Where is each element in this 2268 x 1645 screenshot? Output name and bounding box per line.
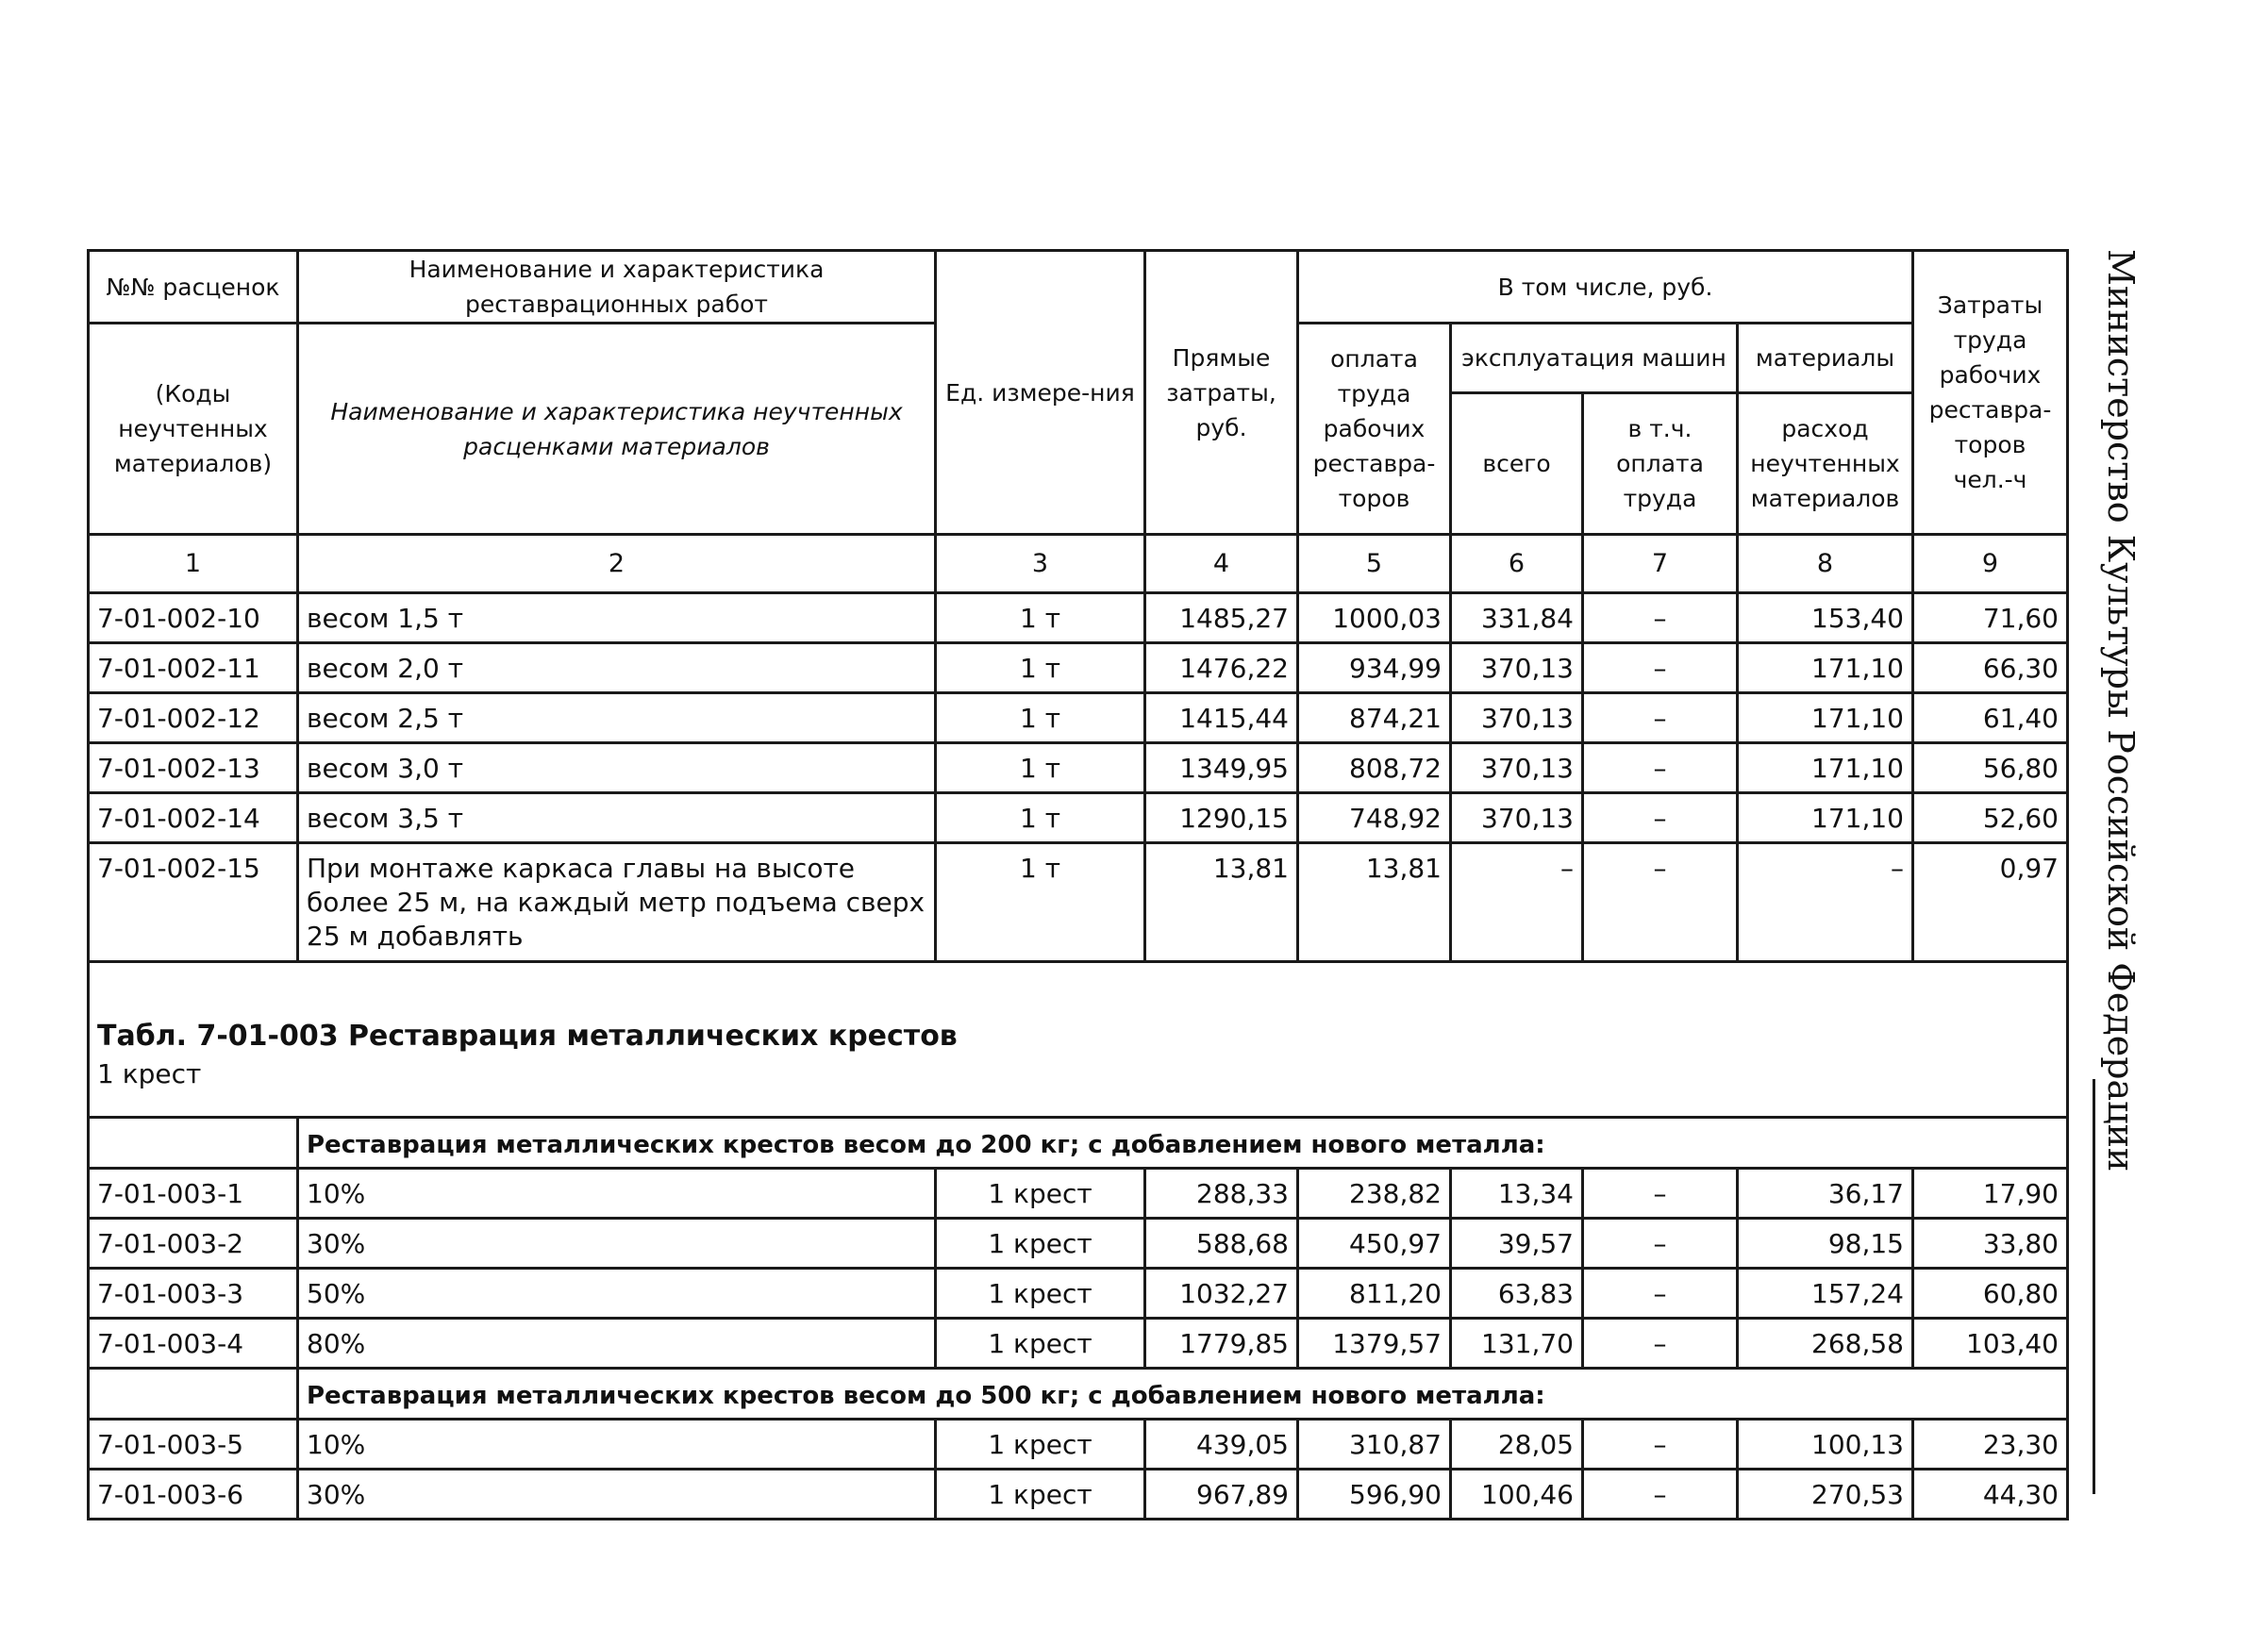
unit: 1 крест [936,1319,1145,1369]
unit: 1 крест [936,1470,1145,1520]
side-caption-wrap [2093,249,2149,1494]
rate-code: 7-01-002-12 [89,693,298,743]
work-name: 30% [298,1219,936,1269]
header-unit: Ед. измере-ния [936,251,1145,535]
rate-code: 7-01-003-4 [89,1319,298,1369]
unit: 1 т [936,643,1145,693]
materials-cost: 270,53 [1738,1470,1913,1520]
header-including: В том числе, руб. [1298,251,1913,324]
unit: 1 т [936,743,1145,793]
header-material-codes: (Коды неучтенных материалов) [89,324,298,535]
machine-labor-pay: – [1583,1420,1738,1470]
header-machines: эксплуатация машин [1451,324,1738,393]
machine-labor-pay: – [1583,1319,1738,1369]
materials-cost: 36,17 [1738,1169,1913,1219]
direct-cost: 13,81 [1145,843,1298,962]
direct-cost: 1349,95 [1145,743,1298,793]
machine-labor-pay: – [1583,1269,1738,1319]
table-title: Табл. 7-01-003 Реставрация металлических крестов [97,1020,958,1053]
machine-cost: 370,13 [1451,643,1583,693]
header-labor-pay: оплата труда рабочих реставра-торов [1298,324,1451,535]
labor-pay: 596,90 [1298,1470,1451,1520]
col-number: 5 [1298,535,1451,593]
side-rule [2093,1079,2095,1494]
section-heading: Реставрация металлических крестов весом до 500 кг; с добавлением нового металла: [298,1369,2068,1420]
labor-pay: 934,99 [1298,643,1451,693]
labor-pay: 450,97 [1298,1219,1451,1269]
header-codes: №№ расценок [89,251,298,324]
rate-code: 7-01-003-6 [89,1470,298,1520]
materials-cost: 100,13 [1738,1420,1913,1470]
machine-labor-pay: – [1583,843,1738,962]
machine-cost: 370,13 [1451,743,1583,793]
empty-cell [89,1369,298,1420]
materials-cost: 157,24 [1738,1269,1913,1319]
rate-code: 7-01-003-2 [89,1219,298,1269]
direct-cost: 1779,85 [1145,1319,1298,1369]
rate-code: 7-01-002-13 [89,743,298,793]
table-row [89,693,2068,743]
labor-hours: 71,60 [1913,593,2068,643]
table-row [89,593,2068,643]
labor-pay: 1000,03 [1298,593,1451,643]
table-row [89,1420,2068,1470]
direct-cost: 1485,27 [1145,593,1298,643]
work-name: весом 2,0 т [298,643,936,693]
table-row [89,1470,2068,1520]
materials-cost: 171,10 [1738,693,1913,743]
labor-hours: 61,40 [1913,693,2068,743]
machine-labor-pay: – [1583,643,1738,693]
work-name: 10% [298,1420,936,1470]
machine-cost: 39,57 [1451,1219,1583,1269]
col-number: 6 [1451,535,1583,593]
header-materials-sub: расход неучтенных материалов [1738,393,1913,535]
labor-hours: 66,30 [1913,643,2068,693]
table-row [89,1269,2068,1319]
rate-code: 7-01-002-14 [89,793,298,843]
direct-cost: 967,89 [1145,1470,1298,1520]
col-number: 9 [1913,535,2068,593]
col-number: 7 [1583,535,1738,593]
labor-pay: 310,87 [1298,1420,1451,1470]
table-row [89,1169,2068,1219]
direct-cost: 1032,27 [1145,1269,1298,1319]
labor-hours: 23,30 [1913,1420,2068,1470]
materials-cost: 171,10 [1738,743,1913,793]
materials-cost: 153,40 [1738,593,1913,643]
machine-labor-pay: – [1583,693,1738,743]
unit: 1 крест [936,1219,1145,1269]
work-name: 80% [298,1319,936,1369]
table-row [89,743,2068,793]
labor-pay: 811,20 [1298,1269,1451,1319]
table-row [89,643,2068,693]
labor-hours: 52,60 [1913,793,2068,843]
work-name: весом 2,5 т [298,693,936,743]
machine-cost: 370,13 [1451,793,1583,843]
direct-cost: 1476,22 [1145,643,1298,693]
machine-labor-pay: – [1583,743,1738,793]
materials-cost: 171,10 [1738,793,1913,843]
labor-hours: 17,90 [1913,1169,2068,1219]
rate-code: 7-01-003-1 [89,1169,298,1219]
materials-cost: – [1738,843,1913,962]
unit: 1 крест [936,1420,1145,1470]
col-number: 8 [1738,535,1913,593]
labor-hours: 103,40 [1913,1319,2068,1369]
labor-hours: 33,80 [1913,1219,2068,1269]
table-unit: 1 крест [97,1058,202,1089]
machine-cost: 13,34 [1451,1169,1583,1219]
work-name: 10% [298,1169,936,1219]
materials-cost: 98,15 [1738,1219,1913,1269]
labor-pay: 1379,57 [1298,1319,1451,1369]
work-name: 50% [298,1269,936,1319]
unit: 1 т [936,593,1145,643]
machine-labor-pay: – [1583,1169,1738,1219]
table-row [89,1319,2068,1369]
rates-table [87,249,2069,1520]
labor-pay: 238,82 [1298,1169,1451,1219]
materials-cost: 268,58 [1738,1319,1913,1369]
machine-labor-pay: – [1583,593,1738,643]
col-number: 1 [89,535,298,593]
direct-cost: 439,05 [1145,1420,1298,1470]
labor-hours: 0,97 [1913,843,2068,962]
header-materials: материалы [1738,324,1913,393]
unit: 1 т [936,843,1145,962]
header-name: Наименование и характеристика реставрационных работ [298,251,936,324]
labor-hours: 44,30 [1913,1470,2068,1520]
col-number: 4 [1145,535,1298,593]
direct-cost: 1290,15 [1145,793,1298,843]
table-row [89,793,2068,843]
unit: 1 т [936,793,1145,843]
rate-code: 7-01-003-5 [89,1420,298,1470]
machine-labor-pay: – [1583,1470,1738,1520]
machine-cost: 131,70 [1451,1319,1583,1369]
header-direct-costs: Прямые затраты, руб. [1145,251,1298,535]
table-row [89,1219,2068,1269]
labor-pay: 13,81 [1298,843,1451,962]
work-name: 30% [298,1470,936,1520]
header-machines-total: всего [1451,393,1583,535]
direct-cost: 1415,44 [1145,693,1298,743]
machine-cost: – [1451,843,1583,962]
side-caption: Министерство Культуры Российской Федерации [2100,249,2142,1172]
machine-cost: 100,46 [1451,1470,1583,1520]
unit: 1 т [936,693,1145,743]
work-name: При монтаже каркаса главы на высоте более 25 м, на каждый метр подъема сверх 25 м добавлять [298,843,936,962]
table-row [89,843,2068,962]
labor-pay: 874,21 [1298,693,1451,743]
unit: 1 крест [936,1269,1145,1319]
materials-cost: 171,10 [1738,643,1913,693]
labor-pay: 748,92 [1298,793,1451,843]
rate-code: 7-01-002-15 [89,843,298,962]
header-machines-pay: в т.ч. оплата труда [1583,393,1738,535]
machine-cost: 331,84 [1451,593,1583,643]
machine-labor-pay: – [1583,793,1738,843]
header-material-name: Наименование и характеристика неучтенных расценками материалов [298,324,936,535]
labor-hours: 56,80 [1913,743,2068,793]
direct-cost: 288,33 [1145,1169,1298,1219]
col-number: 2 [298,535,936,593]
labor-hours: 60,80 [1913,1269,2068,1319]
rate-code: 7-01-002-11 [89,643,298,693]
machine-cost: 28,05 [1451,1420,1583,1470]
work-name: весом 3,0 т [298,743,936,793]
header-labor-cost: Затраты труда рабочих реставра-торов чел.-ч [1913,251,2068,535]
machine-cost: 370,13 [1451,693,1583,743]
work-name: весом 3,5 т [298,793,936,843]
direct-cost: 588,68 [1145,1219,1298,1269]
machine-cost: 63,83 [1451,1269,1583,1319]
section-heading: Реставрация металлических крестов весом до 200 кг; с добавлением нового металла: [298,1118,2068,1169]
rate-code: 7-01-002-10 [89,593,298,643]
rate-code: 7-01-003-3 [89,1269,298,1319]
col-number: 3 [936,535,1145,593]
work-name: весом 1,5 т [298,593,936,643]
empty-cell [89,1118,298,1169]
unit: 1 крест [936,1169,1145,1219]
machine-labor-pay: – [1583,1219,1738,1269]
labor-pay: 808,72 [1298,743,1451,793]
